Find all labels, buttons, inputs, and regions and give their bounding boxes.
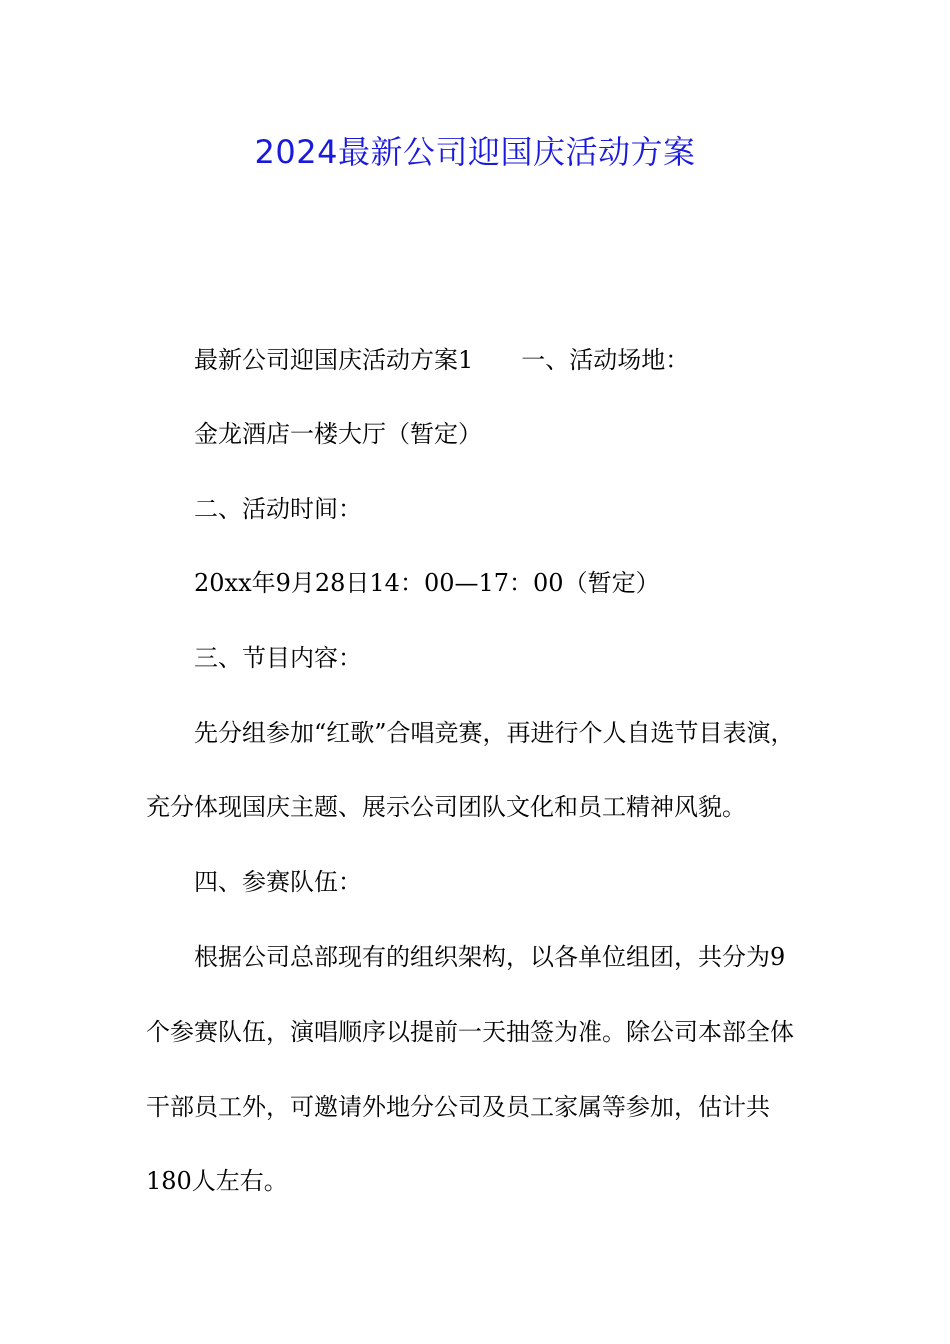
section2-heading: 二、活动时间： (194, 495, 362, 523)
section3-heading: 三、节目内容： (194, 644, 362, 672)
content-paragraph-line-1: 先分组参加“红歌”合唱竞赛，再进行个人自选节目表演， (194, 719, 795, 747)
section1-heading: 一、活动场地： (521, 346, 690, 374)
teams-paragraph-line-4: 180人左右。 (146, 1167, 288, 1195)
intro-heading: 最新公司迎国庆活动方案1 (194, 346, 474, 374)
teams-paragraph-line-1: 根据公司总部现有的组织架构，以各单位组团，共分为9 (194, 943, 786, 971)
teams-paragraph-line-2: 个参赛队伍，演唱顺序以提前一天抽签为准。除公司本部全体 (146, 1018, 794, 1046)
teams-paragraph-line-3: 干部员工外，可邀请外地分公司及员工家属等参加，估计共 (146, 1093, 770, 1121)
content-paragraph-line-2: 充分体现国庆主题、展示公司团队文化和员工精神风貌。 (146, 793, 746, 821)
intro-line (194, 343, 689, 377)
document-title: 2024最新公司迎国庆活动方案 (254, 133, 696, 171)
time-text: 20xx年9月28日14：00—17：00（暂定） (194, 569, 660, 597)
section4-heading: 四、参赛队伍： (194, 868, 362, 896)
venue-text: 金龙酒店一楼大厅（暂定） (194, 420, 482, 448)
